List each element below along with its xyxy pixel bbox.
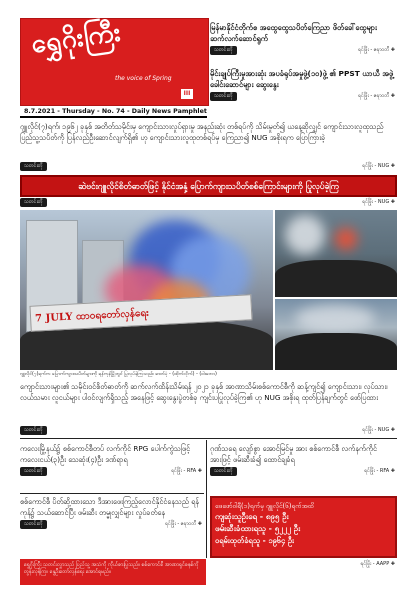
- lead-byline: ရင်ဖြိုး - NUG ✚: [362, 163, 395, 169]
- story-headline: စစ်ကောင်စီ ပိတ်ဆို့ထားသော ဒီအားဖေးကြည့်လောင်နိုင်ငံနေသည် ရန်ကုန်၌ သယ်ဆောင်ပြီး ဖမ်းဆီး တမ္မုလျှင်များ လှုပ်ခတ်နေ: [20, 497, 199, 517]
- story-tag: သတင်းတို: [20, 467, 47, 476]
- masthead: [20, 18, 209, 106]
- divider: [20, 493, 204, 494]
- logo-wordmark: ရွှေဂိုးကြီး: [29, 17, 124, 60]
- top-right-story-1: [210, 22, 397, 56]
- photo-caption: ဂျူလိုင်(၇)ရက်က ပြောက်ကျားသပိတ်များကို ရန်ကုန်မြို့တွင် ပြုလုပ်ခဲ့ကြသည်။ ဓာတ်ပုံ - (ထိုက်လိုက်) - (ဝါးဘော): [20, 372, 217, 377]
- stats-detained: ဖမ်းဆီးခံထားရသူ - ၅၂၂၂ ဦး: [215, 524, 301, 533]
- story-meta-row: [20, 467, 204, 477]
- bottom-left-story-1: [20, 443, 204, 477]
- story-tag: သတင်းတို: [210, 92, 237, 101]
- story-headline: မြန်မာနိုင်ငံတိုက်စ အထွေထွေသပိတ်ကြေညာ ဖိတ်ခေါ်ထွေများ ဆက်လက်ဆောင်ရွက်: [210, 23, 377, 43]
- bottom-right-story-1: [210, 443, 397, 477]
- story-tag: သတင်းတို: [210, 467, 237, 476]
- story-byline: ရင်ဖြိုး - RFA ✚: [364, 468, 395, 474]
- story-meta-row: [20, 520, 204, 530]
- stats-source-row: [210, 560, 397, 570]
- story-headline: ကလေးမြို့နယ်၌ စစ်ကောင်စီတပ် လက်ကိုင် RPG ပေါက်ကွဲသဖြင့် ကလေးငယ်(၃)ဦး သေဆုံး(၄)ဦး ဒဏ်ရာရ: [20, 444, 191, 464]
- logo-subtitle: the voice of Spring: [115, 75, 172, 82]
- story-headline: ဂုဏ်သရေ လျော်စွာ အောင်မြင်မှု အား စစ်ကောင်စီ လက်နက်ကိုင်အားဖြင့် ဖမ်းဆီးခံ၍ ထောင်ချခံရ: [210, 444, 377, 464]
- banner-tag: သတင်းတို: [20, 198, 47, 207]
- story-meta-row: [210, 467, 397, 477]
- story-headline: မိုင်းချုပ်ကြီးမှုအားဆုံး အပခံရုပ်အမှုဖွဲ့(၁၀)ဖွဲ့ ၏ PPST ယာယီ အဖွဲ့ခေါင်းဆောင်များ ဆွေးနွေး: [210, 69, 394, 89]
- stats-wanted: ဝရမ်းထုတ်ခံရသူ - ၁၉၆၄ ဦး: [215, 536, 294, 545]
- stats-source-byline: ရင်ဖြိုး - AAPP ✚: [360, 561, 395, 567]
- story-byline: ရင်ဖြိုး - ဧရာဝတီ ✚: [358, 47, 395, 53]
- casualty-stats-box: [210, 496, 397, 558]
- main-protest-photo: [20, 210, 273, 370]
- section2-meta-row: [20, 426, 397, 436]
- story-meta-row: [210, 46, 397, 56]
- story-tag: သတင်းတို: [20, 520, 47, 529]
- section2-text: ကျောင်းသားများ၏ သမိုင်းဝင်စိတ်ဓာတ်ကို ဆက်လက်ထိန်းသိမ်းရန် ၂၀၂၁ ခုနှစ် အာဏာသိမ်းစစ်ကောင်စီကို ဆန့်ကျင်၍ ကျောင်းသား၊ လုပ်သား၊ လယ်သမား လူငယ်များ ပါဝင်လျက်ရှိသည့် အနေဖြင့် ဆွေးနွေးပွဲတစ်ခု ကျင်းပပြုလုပ်ခဲ့ကြ၏ ဟု NUG အစိုးရ ထုတ်ပြန်ချက်တွင် ဖော်ပြထား: [20, 382, 388, 402]
- banner-byline: ရင်ဖြိုး - NUG ✚: [362, 199, 395, 205]
- top-right-story-2: [210, 68, 397, 102]
- footer-slogan: ရွှေဂိုးကြီး သတင်းလွှာသည် ပြည်သူ့ အသံကို ကိုယ်စားပြုသည်။ စစ်ကောင်စီ အာဏာရှင်စနစ်ကို တွန်းလှန်ကြ။ နွေဦးတော်လှန်ရေး အောင်ရမည်။: [20, 559, 206, 585]
- lead-tag: သတင်းတို: [20, 162, 47, 171]
- story-byline: ရင်ဖြိုး - ဧရာဝတီ ✚: [358, 93, 395, 99]
- flare-protest-photo: [275, 210, 397, 297]
- lead-story-text: ဂျူလိုင်(၇)ရက်၊ ၁၉၆၂ ခုနှစ် အတိတ်သမိုင်းမှ ကျောင်းသားလှုပ်ရှားမှု အနည်းဆုံး တစ်ရပ်ကို သိမ်းမှုတ်၍ ယနေ့ဆိုလျှင် ကျောင်းသားလူထုသည် ပြည်သူ့သပိတ်ကို ပြန်လည်ဦးဆောင်လျက်ရှိ၏ ဟု ကျောင်းသားလူထုတစ်ရပ်မှ ကြေညာ၍ NUG အစိုးရက ပြောကြားခဲ့: [20, 122, 384, 142]
- motorbike-protest-photo: [275, 299, 397, 370]
- section2-byline: ရင်ဖြိုး - NUG ✚: [362, 427, 395, 433]
- lead-meta-row: [20, 162, 397, 172]
- column-divider: [206, 440, 207, 558]
- dateline: 8.7.2021 - Thursday - No. 74 - Daily News Pamphlet: [20, 106, 207, 118]
- story-byline: ရင်ဖြိုး - RFA ✚: [171, 468, 202, 474]
- stats-date-range: ဖေဖော်ဝါရီ(၁)ရက်မှ ဂျူလိုင်(၆)ရက်အထိ: [215, 502, 315, 510]
- issue-badge: III: [181, 89, 193, 99]
- stats-killed: ကျဆုံးသူဦးရေ - ၈၉၅ ဦး: [215, 512, 289, 521]
- bottom-left-story-2: [20, 496, 204, 530]
- banner-headline: ဆဲဗင်းဂျူလိုင်စိတ်ဓာတ်ဖြင့် နိုင်ငံအနှံ့ ပြောက်ကျားသပိတ်စစ်ကြောင်းများကို ပြုလုပ်ခဲ့ကြ: [20, 175, 397, 197]
- story-meta-row: [210, 92, 397, 102]
- story-byline: ရင်ဖြိုး - ဧရာဝတီ ✚: [165, 521, 202, 527]
- placard-text: 7 JULY ထာဝရတော်လှန်ရေး: [34, 307, 149, 325]
- section2-tag: သတင်းတို: [20, 426, 47, 435]
- divider: [20, 438, 397, 439]
- story-tag: သတင်းတို: [210, 46, 237, 55]
- banner-meta-row: [20, 198, 397, 208]
